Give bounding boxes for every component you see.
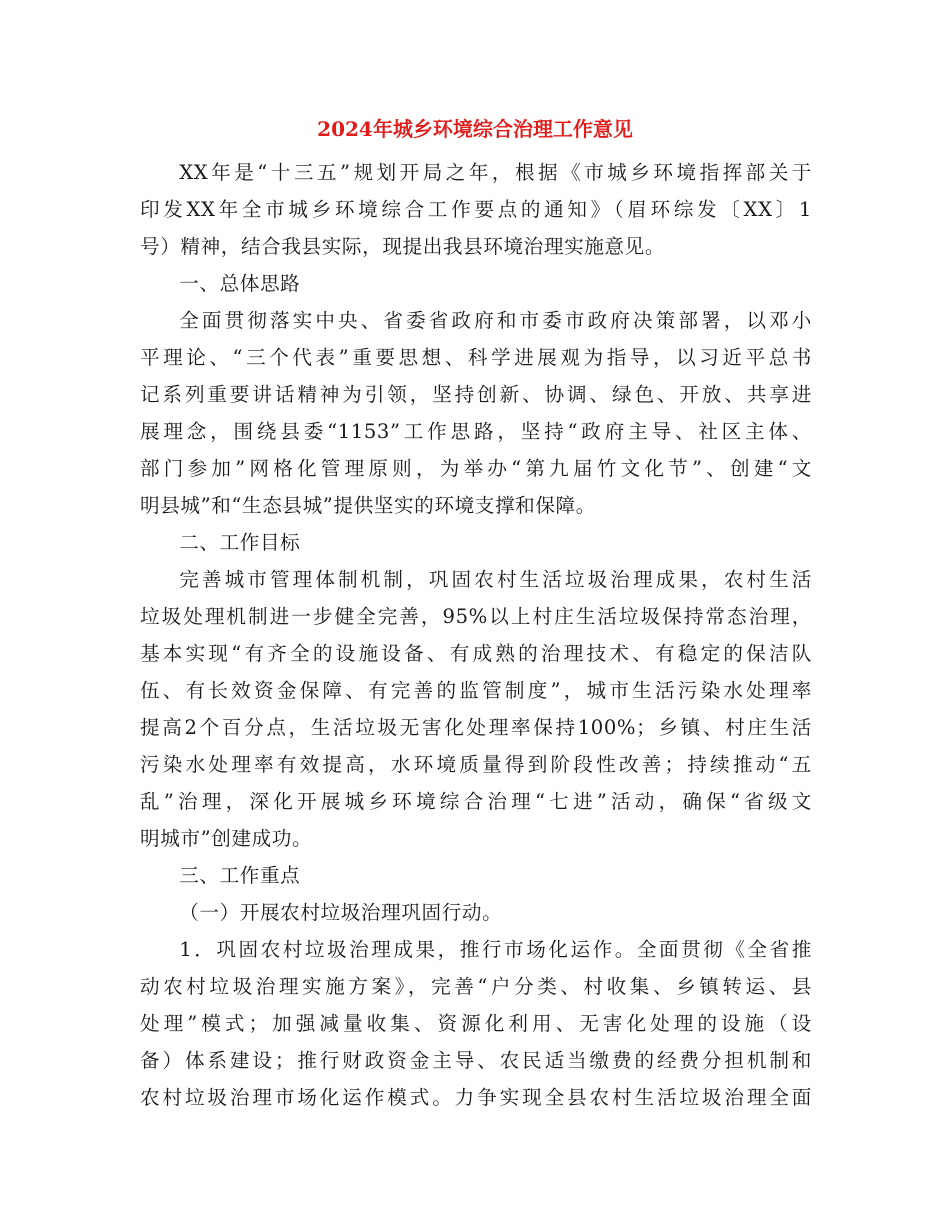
paragraph-line: 动农村垃圾治理实施方案》，完善“户分类、村收集、乡镇转运、县 (140, 975, 812, 998)
paragraph-line: 1．巩固农村垃圾治理成果，推行市场化运作。全面贯彻《全省推 (179, 938, 812, 961)
paragraph-line: 记系列重要讲话精神为引领，坚持创新、协调、绿色、开放、共享进 (140, 383, 812, 406)
paragraph-line: 提高2个百分点，生活垃圾无害化处理率保持100%；乡镇、村庄生活 (140, 716, 812, 739)
intro-line: 号）精神，结合我县实际，现提出我县环境治理实施意见。 (140, 235, 666, 258)
paragraph-line: 平理论、“三个代表”重要思想、科学进展观为指导，以习近平总书 (140, 346, 812, 369)
paragraph-line: 展理念，围绕县委“1153”工作思路，坚持“政府主导、社区主体、 (140, 420, 812, 443)
paragraph-line: 污染水处理率有效提高，水环境质量得到阶段性改善；持续推动“五 (140, 753, 812, 776)
paragraph-line: 基本实现“有齐全的设施设备、有成熟的治理技术、有稳定的保洁队 (140, 642, 812, 665)
paragraph-line: 明城市”创建成功。 (140, 827, 313, 850)
item-1-paragraph (140, 931, 812, 1116)
section-heading-work-focus: 三、工作重点 (179, 864, 301, 887)
paragraph-line: 垃圾处理机制进一步健全完善，95%以上村庄生活垃圾保持常态治理， (140, 605, 812, 628)
paragraph-line: 伍、有长效资金保障、有完善的监管制度”，城市生活污染水处理率 (140, 679, 812, 702)
paragraph-line: 处理”模式；加强减量收集、资源化利用、无害化处理的设施（设 (140, 1012, 812, 1035)
paragraph-line: 完善城市管理体制机制，巩固农村生活垃圾治理成果，农村生活 (179, 568, 812, 591)
document-body (140, 154, 812, 1116)
intro-paragraph (140, 154, 812, 265)
paragraph-line: 农村垃圾治理市场化运作模式。力争实现全县农村生活垃圾治理全面 (140, 1086, 812, 1109)
intro-line: XX年是“十三五”规划开局之年，根据《市城乡环境指挥部关于 (179, 161, 812, 184)
subsection-heading-rural-garbage: （一）开展农村垃圾治理巩固行动。 (179, 901, 503, 924)
section-heading-work-goals: 二、工作目标 (179, 531, 301, 554)
overall-approach-paragraph (140, 302, 812, 524)
paragraph-line: 明县城”和“生态县城”提供坚实的环境支撑和保障。 (140, 494, 596, 517)
intro-line: 印发XX年全市城乡环境综合工作要点的通知》（眉环综发〔XX〕1 (140, 198, 812, 221)
paragraph-line: 备）体系建设；推行财政资金主导、农民适当缴费的经费分担机制和 (140, 1049, 812, 1072)
section-heading-overall-approach: 一、总体思路 (179, 272, 301, 295)
paragraph-line: 乱”治理，深化开展城乡环境综合治理“七进”活动，确保“省级文 (140, 790, 812, 813)
document-title: 2024年城乡环境综合治理工作意见 (317, 117, 633, 141)
work-goals-paragraph (140, 561, 812, 857)
paragraph-line: 全面贯彻落实中央、省委省政府和市委市政府决策部署，以邓小 (179, 309, 812, 332)
paragraph-line: 部门参加”网格化管理原则，为举办“第九届竹文化节”、创建“文 (140, 457, 812, 480)
